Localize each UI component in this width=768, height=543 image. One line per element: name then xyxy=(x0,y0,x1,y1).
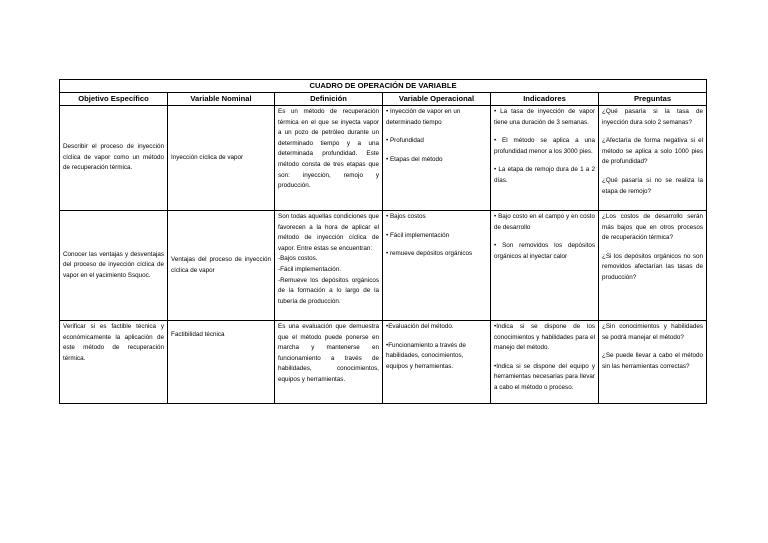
header-row xyxy=(60,93,707,106)
list-item: ¿Sin conocimientos y habilidades se podrá manejar el método? xyxy=(602,323,704,341)
variable-operacional-cell xyxy=(383,106,491,211)
list-item: •Indica si se dispone del equipo y herramientas necesarias para llevar a cabo el método o proceso. xyxy=(494,362,595,391)
list-item: -Remueve los depósitos orgánicos de la formación a lo largo de la tubería de producción. xyxy=(278,276,379,305)
list-item: • Inyección de vapor en un determinado tiempo xyxy=(386,108,461,126)
header-preguntas: Preguntas xyxy=(599,93,707,106)
objetivo-cell: Describir el proceso de inyección cíclica de vapor como un método de recuperación térmica. xyxy=(60,106,168,211)
list-item: • Son removidos los depósitos orgánicos al inyectar calor xyxy=(494,242,595,260)
list-item: -Fácil implementación. xyxy=(278,265,341,273)
list-item: • Profundidad xyxy=(386,137,424,145)
header-variable-operacional: Variable Operacional xyxy=(383,93,491,106)
list-item: • Bajo costo en el campo y en costo de desarrollo xyxy=(494,213,595,231)
table-row xyxy=(60,106,707,211)
header-objetivo: Objetivo Específico xyxy=(60,93,168,106)
list-item: • Bajos costos xyxy=(386,213,426,220)
definicion-text: Es un método de recuperación térmica en el que se inyecta vapor a un pozo de petróleo durante un determinado tiempo y a una determinada profundidad. Este método consta de tres etapas que son: inyección, remojo y producción. xyxy=(278,108,379,190)
objetivo-cell: Conocer las ventajas y desventajas del proceso de inyección cíclica de vapor en el yacimiento Ssquoc. xyxy=(60,211,168,321)
preguntas-cell xyxy=(599,321,707,404)
variable-operacional-cell xyxy=(383,211,491,321)
operation-table xyxy=(59,79,707,404)
list-item: ¿Los costos de desarrollo serán más bajos que en otros procesos de recuperación térmica? xyxy=(602,213,704,242)
variable-nominal-cell: Ventajas del proceso de inyección cíclica de vapor xyxy=(168,211,275,321)
list-item: • El método se aplica a una profundidad menor a los 3000 pies. xyxy=(494,137,595,155)
list-item: ¿Si los depósitos orgánicos no son removidos afectarían las tasas de producción? xyxy=(602,252,704,281)
indicadores-cell xyxy=(491,211,599,321)
header-variable-nominal: Variable Nominal xyxy=(168,93,275,106)
list-item: •Funcionamiento a través de habilidades, conocimientos, equipos y herramientas. xyxy=(386,341,466,370)
variable-nominal-cell: Inyección cíclica de vapor xyxy=(168,106,275,211)
definicion-text: Es una evaluación que demuestra que el método puede ponerse en marcha y mantenerse en funcionamiento a través de habilidades, conocimientos, equipos y herramientas. xyxy=(278,323,379,383)
objetivo-cell: Verificar si es factible técnica y económicamente la aplicación de este método de recuperación térmica. xyxy=(60,321,168,404)
table-title: CUADRO DE OPERACIÓN DE VARIABLE xyxy=(60,80,707,93)
list-item: • Fácil implementación xyxy=(386,231,450,239)
table-row xyxy=(60,321,707,404)
list-item: • remueve depósitos orgánicos xyxy=(386,250,473,258)
definicion-cell xyxy=(275,321,383,404)
definicion-text: Son todas aquellas condiciones que favorecen a la hora de aplicar el método de inyección cíclica de vapor. Entre estas se encuentran: xyxy=(278,213,379,252)
preguntas-cell xyxy=(599,211,707,321)
indicadores-cell xyxy=(491,321,599,404)
list-item: ¿Se puede llevar a cabo el método sin las herramientas correctas? xyxy=(602,352,704,370)
list-item: • La etapa de remojo dura de 1 a 2 días. xyxy=(494,166,595,184)
variable-operacional-cell xyxy=(383,321,491,404)
list-item: •Evaluación del método. xyxy=(386,323,454,330)
list-item: • Etapas del método xyxy=(386,155,443,163)
table-row xyxy=(60,211,707,321)
header-indicadores: Indicadores xyxy=(491,93,599,106)
definicion-cell xyxy=(275,211,383,321)
list-item: -Bajos costos. xyxy=(278,255,318,263)
list-item: ¿Qué pasaría si la tasa de inyección dura solo 2 semanas? xyxy=(602,108,704,126)
list-item: • La tasa de inyección de vapor tiene una duración de 3 semanas. xyxy=(494,108,595,126)
list-item: ¿Afectaría de forma negativa si el método se aplica a solo 1000 pies de profundidad? xyxy=(602,137,704,166)
variable-nominal-cell: Factibilidad técnica xyxy=(168,321,275,404)
list-item: •Indica si se dispone de los conocimientos y habilidades para el manejo del método. xyxy=(494,323,595,352)
list-item: ¿Qué pasaría si no se realiza la etapa de remojo? xyxy=(602,176,704,195)
preguntas-cell xyxy=(599,106,707,211)
header-definicion: Definición xyxy=(275,93,383,106)
definicion-cell xyxy=(275,106,383,211)
indicadores-cell xyxy=(491,106,599,211)
